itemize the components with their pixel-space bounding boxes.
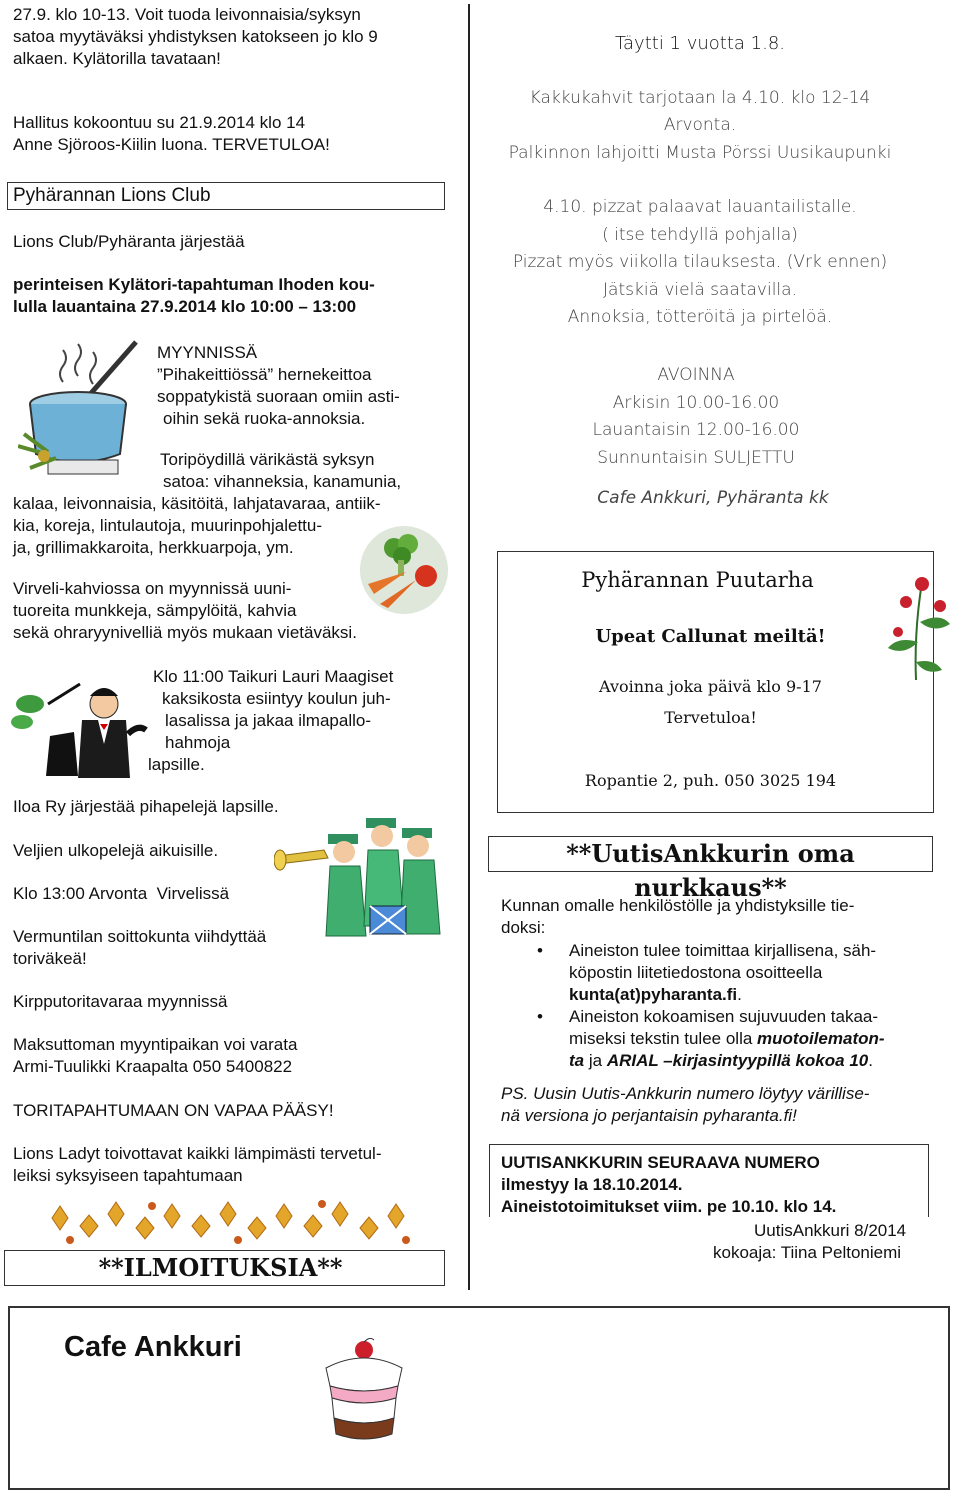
cafe-ankkuri-title: Cafe Ankkuri bbox=[64, 1331, 242, 1363]
arvonta-text: Klo 13:00 Arvonta Virvelissä bbox=[13, 884, 230, 903]
list-item: • Aineiston kokoamisen sujuvuuden takaa- miseksi tekstin tulee olla muotoilematon- ta ja ARIAL –kirjasintyypillä kokoa 10. bbox=[501, 1006, 941, 1072]
nurkkaus-header-box bbox=[488, 836, 933, 902]
autumn-leaves-banner bbox=[42, 1196, 422, 1252]
marching-band-illustration bbox=[274, 806, 454, 948]
veljien-text: Veljien ulkopelejä aikuisille. bbox=[13, 841, 219, 860]
ilmoituksia-header-box bbox=[4, 1250, 445, 1286]
opening-hours: AVOINNA Arkisin 10.00-16.00 Lauantaisin 12.00-16.00 Sunnuntaisin SULJETTU bbox=[592, 365, 800, 468]
column-divider bbox=[468, 4, 470, 1290]
magician-text: Klo 11:00 Taikuri Lauri Maagiset kaksikosta esiintyy koulun juh- lasalissa ja jakaa ilmapallo- hahmoja lapsille. bbox=[148, 667, 394, 774]
ps-text: PS. Uusin Uutis-Ankkurin numero löytyy värillise- nä versiona jo perjantaisin pyharanta.fi! bbox=[501, 1084, 870, 1125]
ladyt-text: Lions Ladyt toivottavat kaikki lämpimästi tervetul- leiksi syksyiseen tapahtumaan bbox=[13, 1144, 382, 1185]
lions-event: perinteisen Kylätori-tapahtuman Ihoden kou- lulla lauantaina 27.9.2014 klo 10:00 – 13:00 bbox=[13, 275, 375, 316]
cafe-signature: Cafe Ankkuri, Pyhäranta kk bbox=[597, 488, 829, 508]
tables-text: Toripöydillä värikästä syksyn satoa: vihanneksia, kanamunia, kalaa, leivonnaisia, käsitöitä, lahjatavaraa, antiik- kia, koreja, lintulautoja, muurinpohjalettu- ja, grillimakkaroita, herkkuarpoja, ym. bbox=[13, 450, 402, 557]
vapaa-paasy-text: TORITAPAHTUMAAN ON VAPAA PÄÄSY! bbox=[13, 1101, 334, 1120]
submission-rules-list bbox=[501, 940, 941, 1072]
magician-illustration bbox=[8, 674, 148, 780]
virveli-text: Virveli-kahviossa on myynnissä uuni- tuoreita munkkeja, sämpylöitä, kahvia sekä ohraryynivelliä myös mukaan vietäväksi. bbox=[13, 579, 357, 642]
nurkkaus-title: **UutisAnkkurin oma nurkkaus** bbox=[566, 839, 855, 902]
next-issue-text: UUTISANKKURIN SEURAAVA NUMERO ilmestyy la 18.10.2014. Aineistotoimitukset viim. pe 10.10. klo 14. bbox=[501, 1153, 837, 1216]
garden-welcome: Tervetuloa! bbox=[664, 708, 757, 727]
vermuntila-text: Vermuntilan soittokunta viihdyttää toriväkeä! bbox=[13, 927, 267, 968]
maksuton-text: Maksuttoman myyntipaikan voi varata Armi-Tuulikki Kraapalta 050 5400822 bbox=[13, 1035, 298, 1076]
flower-illustration bbox=[876, 572, 958, 682]
list-item: • Aineiston tulee toimittaa kirjallisena, säh- köpostin liitetiedostona osoitteella kunta(at)pyharanta.fi. bbox=[501, 940, 941, 1006]
kunnan-text: Kunnan omalle henkilöstölle ja yhdistyksille tie- doksi: bbox=[501, 896, 855, 937]
cake-illustration bbox=[306, 1338, 426, 1450]
garden-title: Pyhärannan Puutarha bbox=[581, 568, 814, 592]
ilmoituksia-title: **ILMOITUKSIA** bbox=[98, 1253, 343, 1282]
editor-credit: kokoaja: Tiina Peltoniemi bbox=[713, 1243, 902, 1262]
cafe-info: Täytti 1 vuotta 1.8. Kakkukahvit tarjotaan la 4.10. klo 12-14 Arvonta. Palkinnon lahjoitti Musta Pörssi Uusikaupunki 4.10. pizzat palaavat lauantailistalle. ( itse tehdyllä pohjalla) Pizzat myös viikolla tilauksesta. (Vrk ennen) Jätskiä vielä saatavilla. Annoksia, tötteröitä ja pirtelöä. bbox=[508, 33, 892, 327]
sale-text: MYYNNISSÄ ”Pihakeittiössä” hernekeittoa soppatykistä suoraan omiin asti- oihin sekä ruoka-annoksia. bbox=[157, 343, 400, 428]
email-address: kunta(at)pyharanta.fi bbox=[569, 985, 738, 1004]
garden-open: Avoinna joka päivä klo 9-17 bbox=[599, 677, 822, 696]
kirpputori-text: Kirpputoritavaraa myynnissä bbox=[13, 992, 228, 1011]
lions-title-box bbox=[7, 182, 445, 210]
lions-org: Lions Club/Pyhäranta järjestää bbox=[13, 232, 245, 251]
intro-text: 27.9. klo 10-13. Voit tuoda leivonnaisia/syksyn satoa myytäväksi yhdistyksen katokseen jo klo 9 alkaen. Kylätorilla tavataan! bbox=[13, 5, 378, 68]
garden-address: Ropantie 2, puh. 050 3025 194 bbox=[584, 771, 837, 790]
lions-title: Pyhärannan Lions Club bbox=[13, 185, 211, 206]
iloa-text: Iloa Ry järjestää pihapelejä lapsille. bbox=[13, 797, 279, 816]
hallitus-text: Hallitus kokoontuu su 21.9.2014 klo 14 Anne Sjöroos-Kiilin luona. TERVETULOA! bbox=[13, 113, 330, 154]
garden-callunat: Upeat Callunat meiltä! bbox=[595, 626, 826, 647]
issue-number: UutisAnkkuri 8/2014 bbox=[754, 1221, 907, 1240]
